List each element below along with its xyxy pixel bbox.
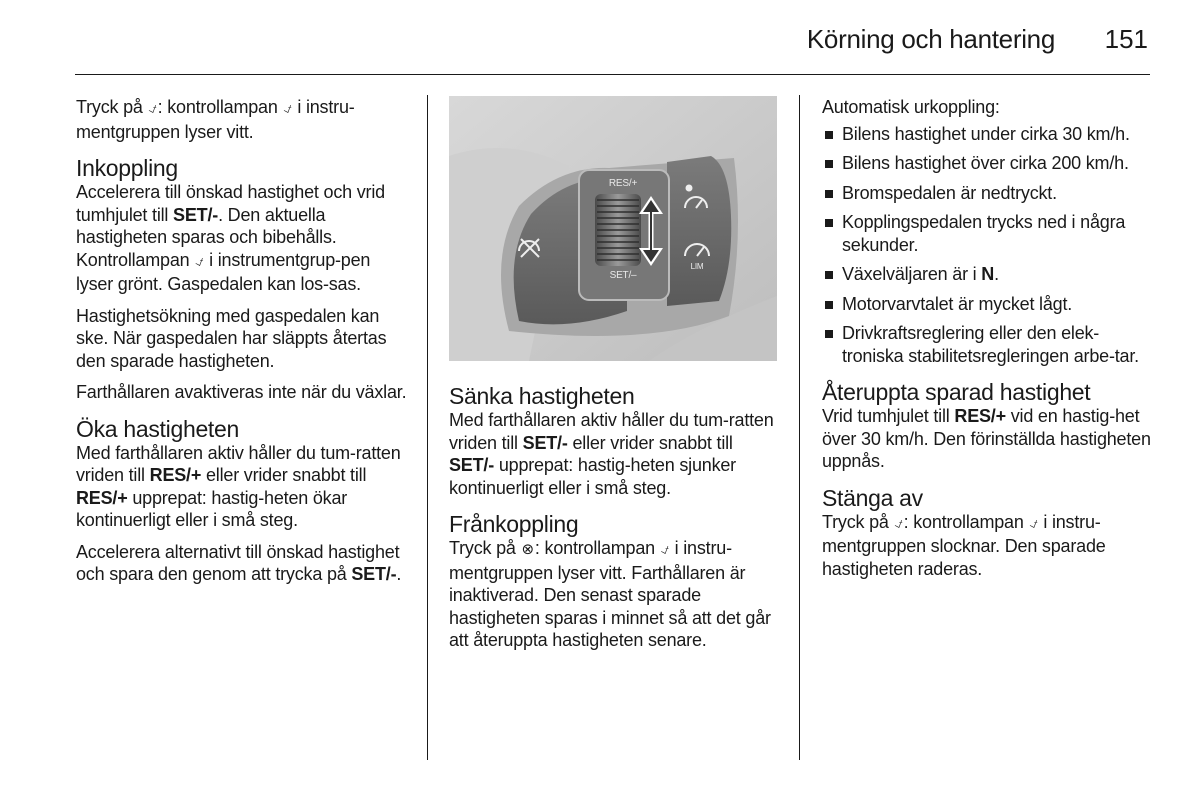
column-1 — [76, 96, 408, 595]
list-item: Växelväljaren är i N. — [822, 263, 1152, 286]
steering-wheel-controls-illustration — [449, 96, 777, 361]
header-rule — [75, 74, 1150, 75]
auto-disengage-intro: Automatisk urkoppling: — [822, 97, 1000, 117]
inkoppling-paragraph-2: Hastighetsökning med gaspedalen kan ske. När gaspedalen har släppts återtas den sparade hastigheten. — [76, 305, 387, 371]
inkoppling-paragraph-1: Accelerera till önskad hastighet och vrid tumhjulet till SET/-. Den aktuella hastigheten sparas och bibehålls. Kontrollampan ⍻ i instrumentgrup-pen lyser grönt. Gaspedalen kan los-sas. — [76, 182, 385, 294]
column-3 — [822, 96, 1152, 589]
column-2 — [449, 96, 779, 661]
cruise-control-icon: ⍻ — [894, 514, 903, 532]
heading-stanga-av: Stänga av — [822, 484, 923, 511]
page-number: 151 — [1104, 24, 1148, 54]
heading-frankoppling: Frånkoppling — [449, 511, 579, 537]
cruise-control-icon: ⍻ — [148, 100, 157, 117]
sanka-paragraph: Med farthållaren aktiv håller du tum-ratten vriden till SET/- eller vrider snabbt till SET/- upprepat: hastig-heten sjunker kontinuerligt eller i små steg. — [449, 410, 774, 498]
set-label: SET/– — [609, 270, 637, 281]
list-item: Bilens hastighet över cirka 200 km/h. — [822, 152, 1152, 175]
ateruppta-paragraph: Vrid tumhjulet till RES/+ vid en hastig-het över 30 km/h. Den förinställda hastigheten uppnås. — [822, 406, 1151, 471]
lim-label: LIM — [690, 262, 704, 271]
list-item: Bilens hastighet under cirka 30 km/h. — [822, 123, 1152, 146]
heading-ateruppta: Återuppta sparad hastighet — [822, 379, 1091, 405]
list-item: Motorvarvtalet är mycket lågt. — [822, 293, 1152, 316]
column-divider — [427, 95, 428, 760]
column-divider — [799, 95, 800, 760]
heading-inkoppling: Inkoppling — [76, 155, 178, 181]
list-item: Drivkraftsreglering eller den elek-troniska stabilitetsregleringen arbe-tar. — [822, 322, 1152, 367]
cancel-icon: ⊗ — [521, 541, 534, 558]
heading-oka: Öka hastigheten — [76, 415, 240, 442]
list-item: Bromspedalen är nedtryckt. — [822, 182, 1152, 205]
list-item: Kopplingspedalen trycks ned i några sekunder. — [822, 211, 1152, 256]
cruise-control-icon: ⍻ — [1029, 514, 1038, 532]
cruise-control-icon: ⍻ — [195, 252, 204, 270]
section-title: Körning och hantering — [806, 24, 1055, 54]
speed-buttons-panel — [667, 156, 731, 306]
frankoppling-paragraph: Tryck på ⊗: kontrollampan ⍻ i instru-mentgruppen lyser vitt. Farthållaren är inaktiverad. Den senast sparade hastigheten sparas i minnet så att det går att återuppta hastigheten senare. — [449, 538, 771, 650]
cruise-control-icon: ⍻ — [283, 100, 292, 117]
intro-paragraph: Tryck på ⍻: kontrollampan ⍻ i instru- mentgruppen lyser vitt. — [76, 97, 355, 142]
oka-paragraph-2: Accelerera alternativt till önskad hastighet och spara den genom att trycka på SET/-. — [76, 541, 402, 584]
res-label: RES/+ — [608, 178, 638, 189]
stanga-av-paragraph: Tryck på ⍻: kontrollampan ⍻ i instru-mentgruppen slocknar. Den sparade hastigheten raderas. — [822, 511, 1106, 579]
inkoppling-paragraph-3: Farthållaren avaktiveras inte när du växlar. — [76, 382, 407, 402]
cruise-control-icon: ⍻ — [660, 541, 669, 558]
auto-disengage-list — [822, 123, 1152, 368]
oka-paragraph-1: Med farthållaren aktiv håller du tum-ratten vriden till RES/+ eller vrider snabbt till RES/+ upprepat: hastig-heten ökar kontinuerligt eller i små steg. — [76, 442, 401, 530]
heading-sanka: Sänka hastigheten — [449, 383, 635, 409]
